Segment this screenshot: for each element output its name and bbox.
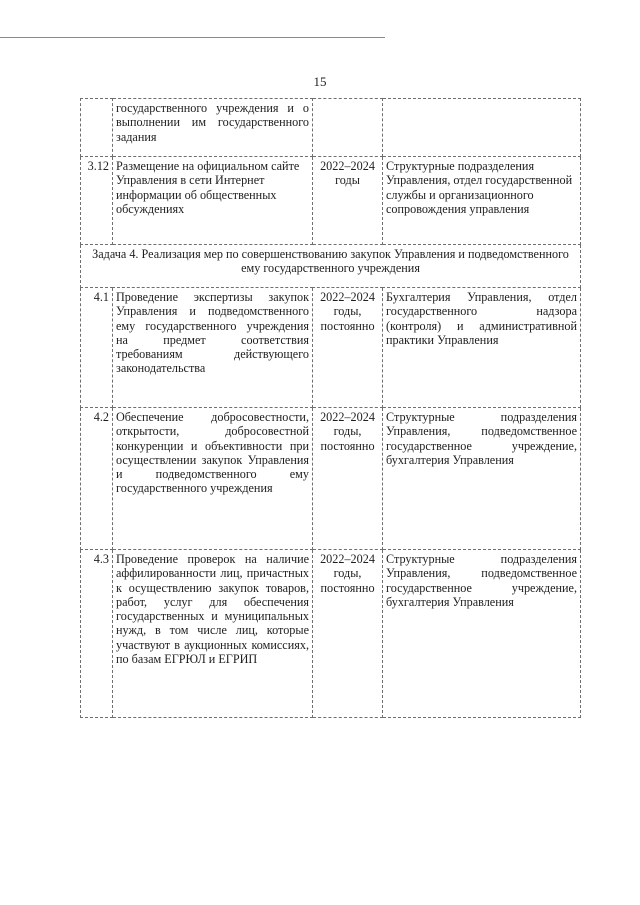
header-rule — [0, 37, 385, 38]
task-heading: Задача 4. Реализация мер по совершенствованию закупок Управления и подведомственного ему государственного учреждения — [81, 245, 581, 288]
activity-cell: государственного учреждения и о выполнении им государственного задания — [113, 99, 313, 157]
table-row — [81, 408, 581, 550]
task-row — [81, 245, 581, 288]
row-number: 4.1 — [81, 288, 113, 408]
activity-cell: Проведение проверок на наличие аффилированности лиц, причастных к осуществлению закупок товаров, работ, услуг для обеспечения государственных и муниципальных нужд, в том числе лиц, которые участвуют в аукционных комиссиях, по базам ЕГРЮЛ и ЕГРИП — [113, 550, 313, 718]
executor-cell: Структурные подразделения Управления, подведомственное государственное учреждение, бухгалтерия Управления — [383, 408, 581, 550]
measures-table — [80, 98, 581, 718]
row-number: 4.3 — [81, 550, 113, 718]
table-row — [81, 550, 581, 718]
row-number — [81, 99, 113, 157]
executor-cell — [383, 99, 581, 157]
period-cell — [313, 99, 383, 157]
period-cell: 2022–2024 годы, постоянно — [313, 408, 383, 550]
activity-cell: Проведение экспертизы закупок Управления и подведомственного ему государственного учреждения на предмет соответствия требованиям действующего законодательства — [113, 288, 313, 408]
activity-cell: Обеспечение добросовестности, открытости, добросовестной конкуренции и объективности при осуществлении закупок Управления и подведомственного ему государственного учреждения — [113, 408, 313, 550]
table-row — [81, 157, 581, 245]
executor-cell: Структурные подразделения Управления, отдел государственной службы и организационного сопровождения управления — [383, 157, 581, 245]
table-row — [81, 99, 581, 157]
activity-cell: Размещение на официальном сайте Управления в сети Интернет информации об общественных обсуждениях — [113, 157, 313, 245]
period-cell: 2022–2024 годы, постоянно — [313, 550, 383, 718]
executor-cell: Структурные подразделения Управления, подведомственное государственное учреждение, бухгалтерия Управления — [383, 550, 581, 718]
row-number: 3.12 — [81, 157, 113, 245]
table-row — [81, 288, 581, 408]
period-cell: 2022–2024 годы — [313, 157, 383, 245]
period-cell: 2022–2024 годы, постоянно — [313, 288, 383, 408]
page-number: 15 — [313, 74, 327, 89]
row-number: 4.2 — [81, 408, 113, 550]
executor-cell: Бухгалтерия Управления, отдел государственного надзора (контроля) и административной практики Управления — [383, 288, 581, 408]
